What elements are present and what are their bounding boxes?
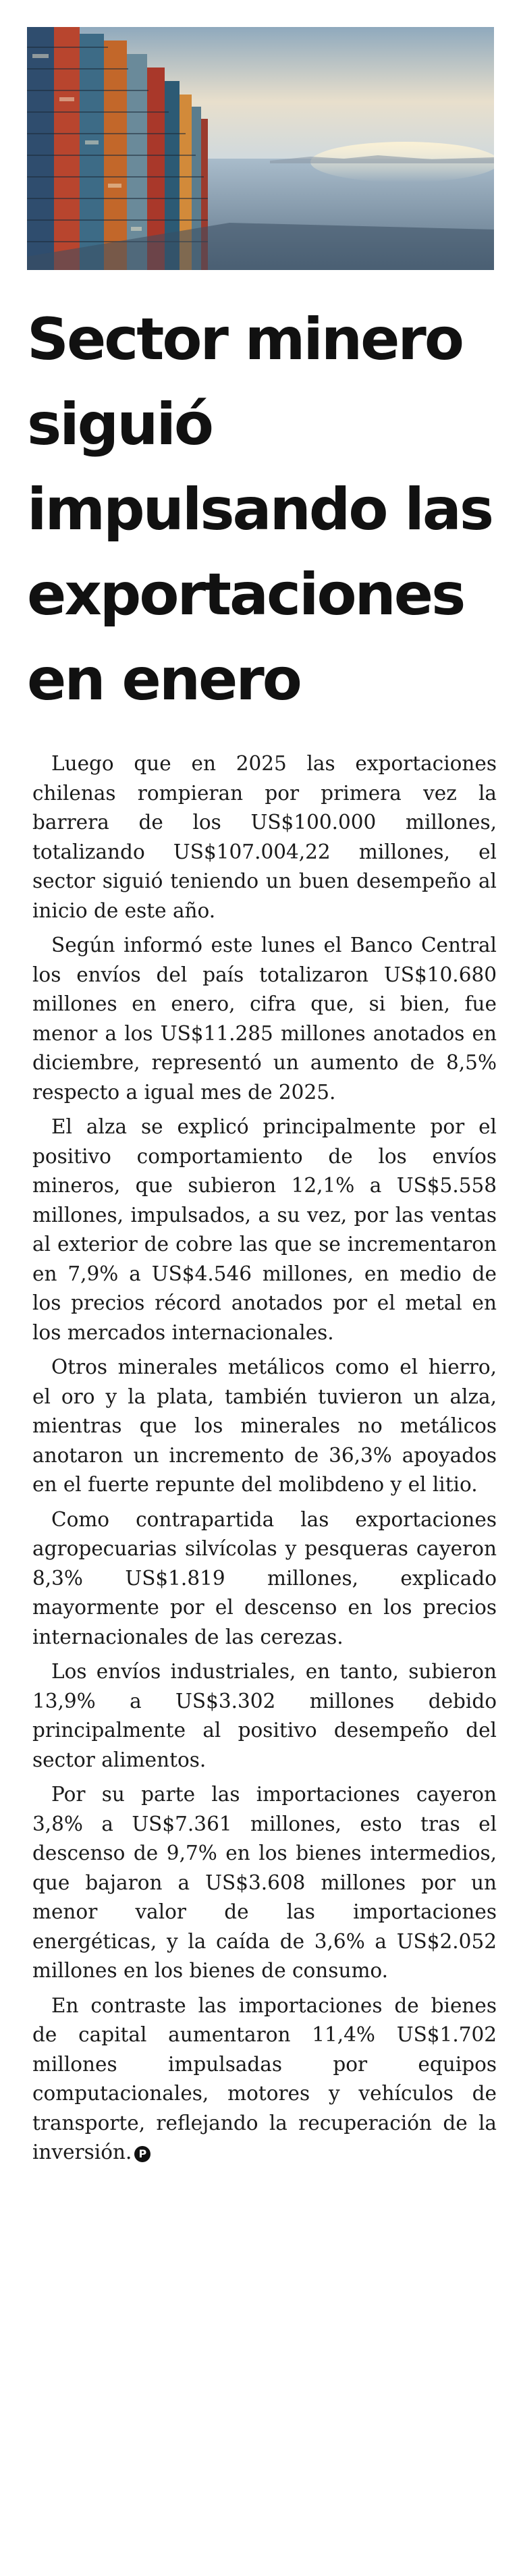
article-paragraph: Como contrapartida las exportaciones agropecuarias silvícolas y pesqueras cayeron 8,3% US$1.819 millones, explicado mayormente por el descenso en los precios internacionales de las cerezas. — [32, 1507, 497, 1648]
article-paragraph: Los envíos industriales, en tanto, subieron 13,9% a US$3.302 millones debido principalmente al positivo desempeño del sector alimentos. — [32, 1660, 497, 1771]
article-paragraph: El alza se explicó principalmente por el positivo comportamiento de los envíos mineros, que subieron 12,1% a US$5.558 millones, impulsados, a su vez, por las ventas al exterior de cobre las que se incrementaron en 7,9% a US$4.546 millones, en medio de los precios récord anotados por el metal en los mercados internacionales. — [32, 1115, 497, 1344]
article-body — [32, 749, 497, 2173]
article-paragraph: Otros minerales metálicos como el hierro, el oro y la plata, también tuvieron un alza, mientras que los minerales no metálicos anotaron un incremento de 36,3% apoyados en el fuerte repunte del molibdeno y el litio. — [32, 1356, 497, 1496]
end-of-article-icon: P — [134, 2146, 150, 2162]
article-paragraph-last — [32, 1991, 497, 2168]
article-headline: Sector minero siguió impulsando las exportaciones en enero — [27, 306, 493, 714]
shipping-containers-photo — [27, 27, 494, 270]
article-paragraph: Luego que en 2025 las exportaciones chilenas rompieran por primera vez la barrera de los US$100.000 millones, totalizando US$107.004,22 millones, el sector siguió teniendo un buen desempeño al inicio de este año. — [32, 752, 497, 922]
article-paragraph-text: En contraste las importaciones de bienes de capital aumentaron 11,4% US$1.702 millones impulsadas por equipos computacionales, motores y vehículos de transporte, reflejando la recuperación de la inversión. — [32, 1993, 497, 2164]
shipping-containers-port-photo — [27, 27, 494, 270]
article-paragraph: Por su parte las importaciones cayeron 3,8% a US$7.361 millones, esto tras el descenso de 9,7% en los bienes intermedios, que bajaron a US$3.608 millones por un menor valor de las importaciones energéticas, y la caída de 3,6% a US$2.052 millones en los bienes de consumo. — [32, 1783, 497, 1982]
article-paragraph: Según informó este lunes el Banco Central los envíos del país totalizaron US$10.680 millones en enero, cifra que, si bien, fue menor a los US$11.285 millones anotados en diciembre, representó un aumento de 8,5% respecto a igual mes de 2025. — [32, 934, 497, 1104]
